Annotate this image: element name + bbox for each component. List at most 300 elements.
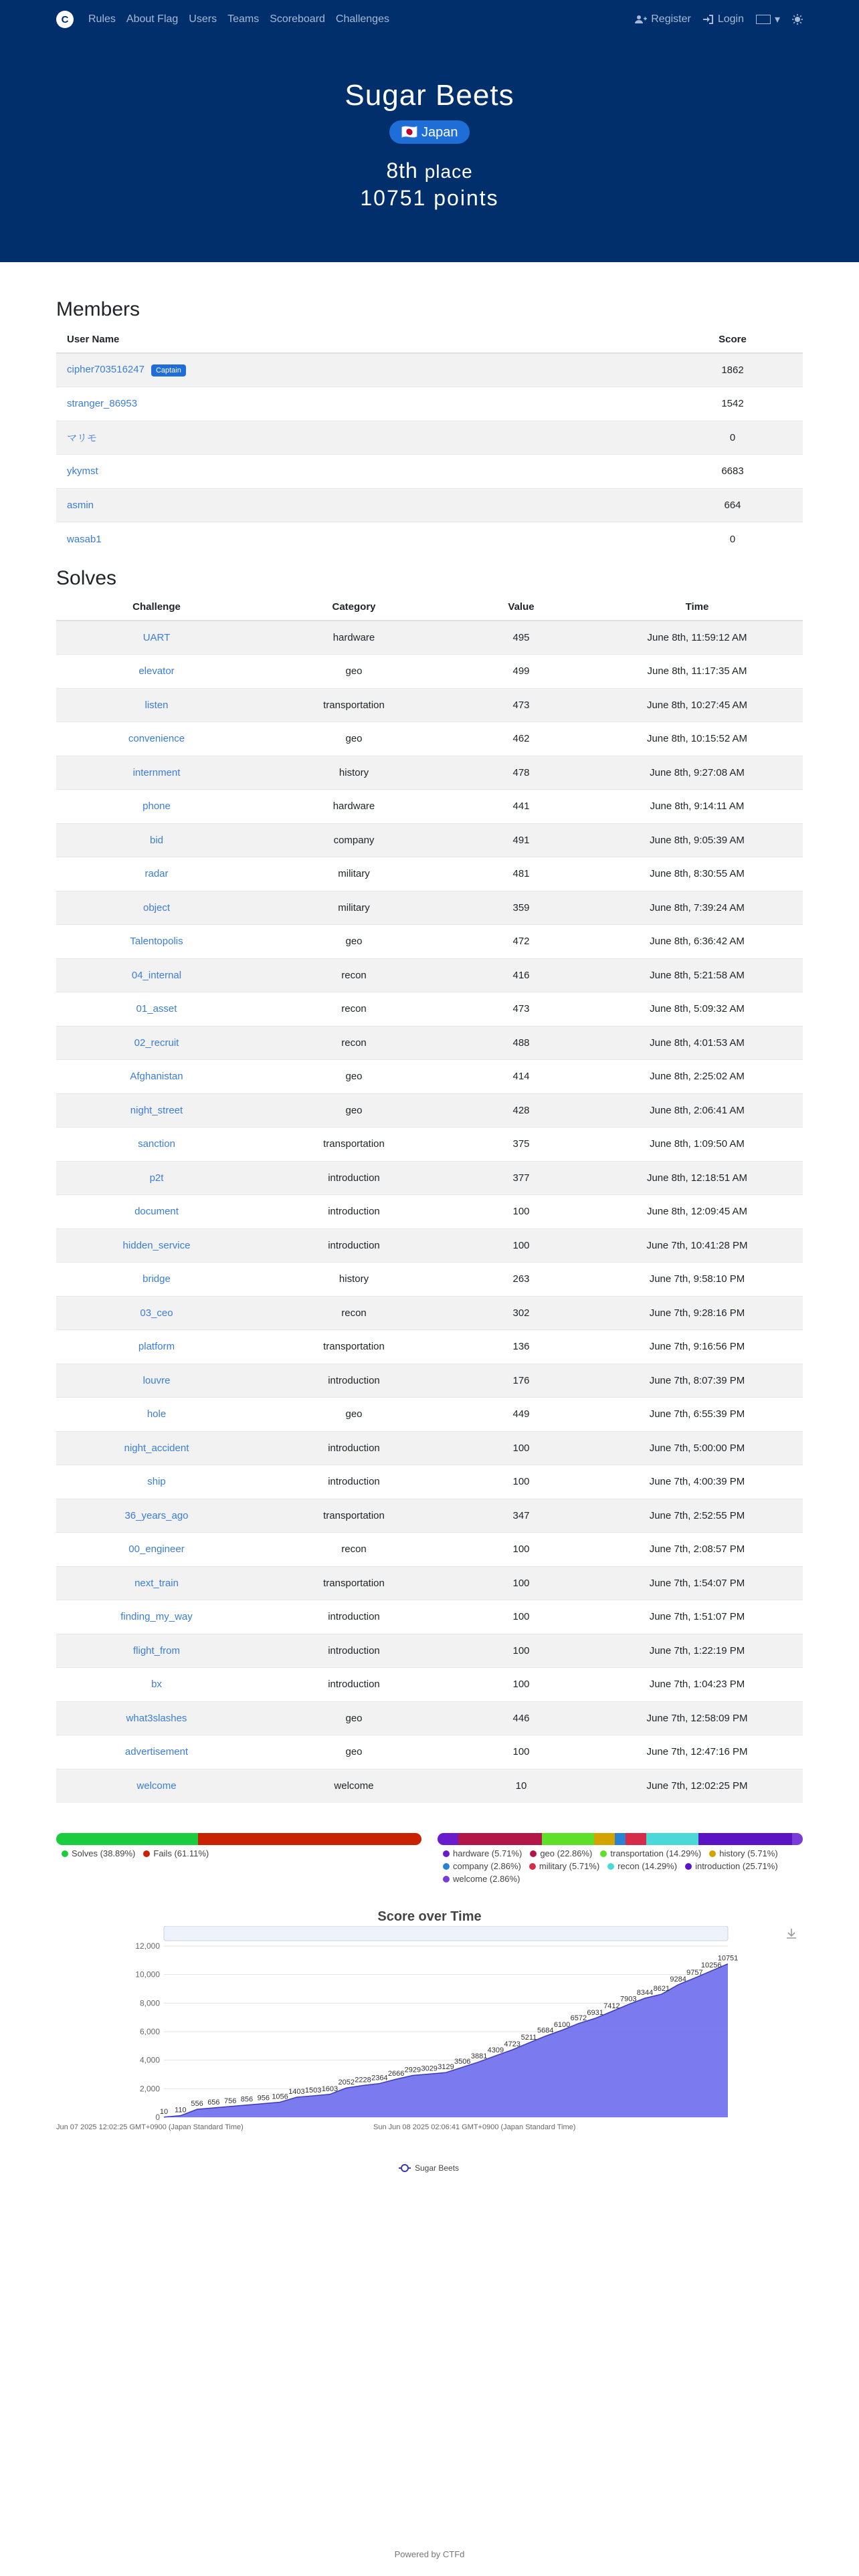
solve-challenge-link[interactable]: radar — [145, 868, 169, 880]
solve-row — [56, 756, 803, 790]
solve-cell — [257, 621, 451, 655]
solve-cell — [591, 1769, 803, 1803]
y-tick-label: 4,000 — [139, 2055, 160, 2065]
solve-cell — [56, 1296, 257, 1330]
solve-cell — [451, 1465, 591, 1499]
data-label: 8621 — [653, 1985, 670, 1994]
solve-cell — [451, 1263, 591, 1297]
solve-value: 488 — [512, 1037, 530, 1049]
members-header-username: User Name — [56, 326, 662, 353]
solve-cell — [56, 1465, 257, 1499]
solve-challenge-link[interactable]: bx — [151, 1679, 162, 1691]
member-score: 0 — [662, 522, 803, 556]
solve-challenge-link[interactable]: welcome — [136, 1780, 177, 1792]
solve-cell — [451, 1296, 591, 1330]
data-label: 1603 — [321, 2084, 339, 2093]
solve-cell — [257, 688, 451, 722]
solve-value: 441 — [512, 800, 530, 813]
solve-cell — [56, 655, 257, 689]
solve-category: transportation — [323, 699, 385, 711]
solve-cell — [56, 925, 257, 959]
solve-cell — [451, 1161, 591, 1195]
solve-row — [56, 1263, 803, 1297]
bar-segment — [542, 1833, 594, 1845]
nav-link-challenges[interactable]: Challenges — [335, 13, 389, 25]
country-badge: 🇯🇵 Japan — [389, 120, 470, 144]
legend-item[interactable] — [530, 1848, 592, 1858]
solve-challenge-link[interactable]: flight_from — [132, 1644, 181, 1656]
solve-category: hardware — [332, 800, 375, 813]
login-link[interactable] — [703, 13, 744, 25]
solve-time: June 7th, 2:08:57 PM — [649, 1543, 745, 1555]
solve-cell — [56, 1228, 257, 1263]
members-table-body — [56, 353, 803, 556]
language-icon — [756, 15, 771, 24]
solve-category: geo — [345, 1104, 363, 1116]
solve-category: introduction — [328, 1476, 380, 1488]
team-header — [0, 39, 859, 262]
members-section — [56, 298, 803, 556]
solve-challenge-link[interactable]: what3slashes — [126, 1712, 187, 1724]
solve-cell — [257, 1128, 451, 1162]
solve-cell — [257, 1364, 451, 1398]
solve-cell — [56, 1195, 257, 1229]
solve-cell — [591, 790, 803, 824]
solve-challenge-link[interactable]: 00_engineer — [128, 1543, 185, 1555]
data-label: 6931 — [587, 2009, 603, 2018]
solve-value: 414 — [512, 1071, 530, 1083]
team-name: Sugar Beets — [345, 79, 514, 112]
x-axis-label: Jun 07 2025 12:02:25 GMT+0900 (Japan Standard Time) — [56, 2123, 244, 2131]
solve-cell — [591, 1465, 803, 1499]
solve-value: 100 — [512, 1746, 530, 1758]
solve-category: transportation — [323, 1509, 385, 1521]
solve-challenge-link[interactable]: convenience — [128, 733, 185, 745]
nav-link-rules[interactable]: Rules — [88, 13, 116, 25]
solve-challenge-link[interactable]: sanction — [138, 1138, 175, 1150]
sign-in-icon — [703, 15, 714, 24]
solve-row — [56, 1465, 803, 1499]
solve-value: 428 — [512, 1104, 530, 1116]
solve-challenge-link[interactable]: night_accident — [124, 1442, 189, 1454]
solve-cell — [56, 1026, 257, 1060]
solve-category: geo — [345, 665, 363, 677]
solve-challenge-link[interactable]: internment — [132, 766, 181, 778]
data-label: 4309 — [487, 2046, 504, 2055]
solve-cell — [591, 925, 803, 959]
solve-value: 375 — [512, 1138, 530, 1150]
solve-cell — [257, 1330, 451, 1364]
solve-category: geo — [345, 733, 363, 745]
nav-link-scoreboard[interactable]: Scoreboard — [270, 13, 325, 25]
legend-item[interactable] — [443, 1874, 520, 1884]
solve-row — [56, 1431, 803, 1465]
bar-segment — [698, 1833, 792, 1845]
solve-cell — [591, 1263, 803, 1297]
solve-cell — [451, 621, 591, 655]
solve-cell — [257, 1735, 451, 1769]
solves-header-challenge: Challenge — [56, 594, 257, 621]
solve-category: hardware — [332, 632, 375, 643]
solve-cell — [591, 1161, 803, 1195]
navbar — [0, 0, 859, 39]
solve-cell — [56, 1364, 257, 1398]
legend-item[interactable] — [529, 1861, 599, 1871]
solve-challenge-link[interactable]: finding_my_way — [120, 1611, 193, 1623]
member-name-link[interactable]: wasab1 — [67, 533, 102, 545]
solve-challenge-link[interactable]: UART — [142, 632, 171, 643]
solve-cell — [56, 823, 257, 857]
solve-row — [56, 1566, 803, 1600]
solve-time: June 8th, 6:36:42 AM — [650, 936, 745, 948]
team-place — [0, 158, 859, 183]
member-name-link[interactable]: cipher703516247 — [67, 364, 145, 376]
solve-time: June 7th, 10:41:28 PM — [646, 1239, 748, 1251]
data-label: 2228 — [355, 2076, 371, 2084]
footer: Powered by CTFd — [394, 2549, 465, 2559]
solve-row — [56, 1701, 803, 1735]
solve-value: 359 — [512, 901, 530, 914]
solve-challenge-link[interactable]: Afghanistan — [130, 1071, 183, 1083]
data-label: 756 — [223, 2097, 237, 2105]
solve-value: 100 — [512, 1476, 530, 1488]
solve-value: 100 — [512, 1442, 530, 1454]
nav-link-teams[interactable]: Teams — [227, 13, 260, 25]
members-header-score: Score — [662, 326, 803, 353]
solve-time: June 8th, 5:09:32 AM — [650, 1003, 745, 1015]
member-row — [56, 353, 803, 387]
member-row — [56, 455, 803, 489]
data-label: 8344 — [636, 1988, 654, 1997]
solve-cell — [451, 1128, 591, 1162]
solve-time: June 7th, 4:00:39 PM — [649, 1476, 745, 1488]
solve-time: June 8th, 12:09:45 AM — [646, 1206, 748, 1218]
solve-category: military — [338, 901, 370, 914]
login-label: Login — [717, 13, 744, 25]
solve-challenge-link[interactable]: 04_internal — [131, 969, 182, 981]
solve-challenge-link[interactable]: louvre — [142, 1374, 171, 1386]
bar-segment — [646, 1833, 698, 1845]
legend-item[interactable] — [600, 1848, 701, 1858]
legend-label: company (2.86%) — [453, 1861, 521, 1871]
solve-challenge-link[interactable]: elevator — [138, 665, 175, 677]
solve-category: introduction — [328, 1679, 380, 1691]
solves-table — [56, 594, 803, 1803]
solve-challenge-link[interactable]: advertisement — [124, 1746, 189, 1758]
solve-cell — [257, 1566, 451, 1600]
data-label: 3129 — [438, 2063, 454, 2072]
solve-cell — [56, 1566, 257, 1600]
solve-value: 100 — [512, 1543, 530, 1555]
member-name-cell — [56, 387, 662, 421]
solve-cell — [257, 857, 451, 891]
solve-row — [56, 1364, 803, 1398]
legend-dot-icon — [62, 1850, 68, 1857]
category-breakdown-legend — [443, 1848, 804, 1884]
solve-cell — [56, 1431, 257, 1465]
solve-cell — [591, 1330, 803, 1364]
member-name-cell — [56, 421, 662, 455]
solve-category: recon — [341, 1003, 367, 1015]
register-link[interactable] — [635, 13, 691, 25]
data-label: 5684 — [537, 2026, 554, 2035]
legend-marker-icon[interactable] — [401, 2165, 408, 2171]
solve-time: June 8th, 10:27:45 AM — [646, 699, 748, 711]
solve-cell — [451, 1566, 591, 1600]
solve-challenge-link[interactable]: 36_years_ago — [124, 1509, 189, 1521]
solve-value: 100 — [512, 1577, 530, 1589]
solve-cell — [591, 1364, 803, 1398]
solve-cell — [451, 1668, 591, 1702]
solve-challenge-link[interactable]: next_train — [134, 1577, 179, 1589]
solve-time: June 8th, 10:15:52 AM — [646, 733, 748, 745]
place-number: 8th — [386, 158, 418, 183]
member-score: 0 — [662, 421, 803, 455]
solve-row — [56, 1634, 803, 1668]
solve-row — [56, 1296, 803, 1330]
chart-legend-label[interactable]: Sugar Beets — [415, 2163, 460, 2173]
solve-value: 473 — [512, 1003, 530, 1015]
solve-cell — [257, 1060, 451, 1094]
solve-cell — [591, 1735, 803, 1769]
solve-cell — [591, 621, 803, 655]
solve-challenge-link[interactable]: listen — [145, 699, 169, 711]
members-title: Members — [56, 298, 140, 320]
solve-challenge-link[interactable]: phone — [142, 800, 171, 813]
solve-time: June 8th, 2:25:02 AM — [650, 1071, 745, 1083]
solve-challenge-link[interactable]: object — [142, 901, 171, 914]
solve-time: June 8th, 11:17:35 AM — [647, 665, 747, 677]
solve-cell — [56, 891, 257, 925]
solve-cell — [56, 790, 257, 824]
solve-challenge-link[interactable]: ship — [147, 1476, 166, 1488]
member-name-cell — [56, 522, 662, 556]
solve-value: 100 — [512, 1679, 530, 1691]
member-row — [56, 522, 803, 556]
solve-cell — [591, 1600, 803, 1634]
solve-cell — [591, 1128, 803, 1162]
solve-cell — [591, 1634, 803, 1668]
nav-link-users[interactable]: Users — [189, 13, 217, 25]
solve-challenge-link[interactable]: hidden_service — [122, 1239, 191, 1251]
solve-cell — [451, 1701, 591, 1735]
solve-cell — [56, 1769, 257, 1803]
solve-cell — [56, 1398, 257, 1432]
solve-cell — [257, 1093, 451, 1128]
solve-cell — [257, 756, 451, 790]
solve-cell — [591, 1060, 803, 1094]
solve-row — [56, 958, 803, 992]
solve-cell — [56, 1600, 257, 1634]
solve-cell — [451, 891, 591, 925]
legend-dot-icon — [600, 1850, 607, 1857]
solve-cell — [257, 1634, 451, 1668]
data-label: 3506 — [454, 2058, 471, 2066]
data-label: 2364 — [371, 2074, 388, 2082]
solve-cell — [451, 925, 591, 959]
solve-challenge-link[interactable]: Talentopolis — [130, 936, 183, 948]
solve-time: June 8th, 12:18:51 AM — [646, 1172, 748, 1184]
data-label: 10 — [159, 2107, 169, 2116]
solve-cell — [257, 1600, 451, 1634]
solve-cell — [451, 1195, 591, 1229]
solve-cell — [451, 790, 591, 824]
legend-item[interactable] — [709, 1848, 777, 1858]
solve-cell — [591, 958, 803, 992]
solve-cell — [257, 790, 451, 824]
legend-item[interactable] — [143, 1848, 209, 1858]
solve-cell — [591, 655, 803, 689]
solve-category: introduction — [328, 1644, 380, 1656]
member-name-link[interactable]: asmin — [67, 499, 94, 511]
solve-category: company — [333, 834, 375, 846]
member-score: 1542 — [662, 387, 803, 421]
solve-cell — [56, 958, 257, 992]
solve-cell — [451, 992, 591, 1027]
solve-cell — [591, 992, 803, 1027]
member-name-link[interactable]: ykymst — [67, 465, 98, 477]
solve-cell — [257, 992, 451, 1027]
solve-challenge-link[interactable]: bid — [149, 834, 164, 846]
member-name-cell — [56, 353, 662, 387]
bar-segment — [458, 1833, 542, 1845]
legend-item[interactable] — [607, 1861, 677, 1871]
member-name-link[interactable]: stranger_86953 — [67, 398, 138, 410]
ctfd-logo[interactable]: C — [56, 11, 74, 28]
bar-segment — [56, 1833, 198, 1845]
solve-row — [56, 1668, 803, 1702]
solve-category: introduction — [328, 1374, 380, 1386]
solve-row — [56, 1161, 803, 1195]
member-name-link[interactable]: マリモ — [67, 432, 98, 444]
solve-cell — [451, 1398, 591, 1432]
solve-cell — [451, 688, 591, 722]
data-label: 856 — [240, 2095, 254, 2104]
download-icon[interactable] — [787, 1929, 796, 1938]
data-label: 556 — [191, 2100, 203, 2109]
solve-time: June 7th, 12:47:16 PM — [646, 1746, 748, 1758]
solve-fail-legend — [62, 1848, 423, 1858]
solve-value: 481 — [512, 868, 530, 880]
solve-time: June 8th, 9:05:39 AM — [650, 834, 745, 846]
solve-category: introduction — [328, 1442, 380, 1454]
solve-challenge-link[interactable]: document — [134, 1206, 179, 1218]
solve-cell — [591, 1228, 803, 1263]
solve-cell — [257, 1668, 451, 1702]
solve-challenge-link[interactable]: 01_asset — [136, 1003, 177, 1015]
data-label: 3029 — [421, 2064, 438, 2073]
bar-segment — [615, 1833, 626, 1845]
solve-challenge-link[interactable]: 03_ceo — [140, 1307, 173, 1319]
solve-value: 100 — [512, 1644, 530, 1656]
y-tick-label: 6,000 — [139, 2027, 160, 2036]
solve-cell — [591, 1093, 803, 1128]
solve-value: 446 — [512, 1712, 530, 1724]
data-label: 6572 — [570, 2014, 587, 2022]
zoom-slider[interactable] — [164, 1926, 728, 1941]
solve-challenge-link[interactable]: bridge — [142, 1273, 171, 1285]
solve-time: June 7th, 1:51:07 PM — [649, 1611, 745, 1623]
data-label: 7412 — [603, 2002, 620, 2010]
legend-item[interactable] — [62, 1848, 135, 1858]
legend-item[interactable] — [443, 1861, 521, 1871]
legend-item[interactable] — [443, 1848, 522, 1858]
data-label: 4723 — [504, 2040, 520, 2049]
legend-dot-icon — [607, 1863, 614, 1870]
solve-value: 100 — [512, 1239, 530, 1251]
solve-challenge-link[interactable]: 02_recruit — [134, 1037, 179, 1049]
solve-time: June 7th, 12:58:09 PM — [646, 1712, 748, 1724]
solve-value: 10 — [515, 1780, 527, 1792]
solve-cell — [56, 1161, 257, 1195]
solve-cell — [591, 1296, 803, 1330]
solve-cell — [257, 1431, 451, 1465]
nav-link-about-flag[interactable]: About Flag — [126, 13, 179, 25]
solve-cell — [451, 1228, 591, 1263]
data-label: 1503 — [304, 2086, 322, 2095]
solve-category: history — [339, 1273, 369, 1285]
user-plus-icon — [635, 15, 647, 24]
solve-value: 478 — [512, 766, 530, 778]
place-word: place — [424, 161, 473, 182]
legend-label: Solves (38.89%) — [72, 1848, 136, 1858]
solve-time: June 8th, 5:21:58 AM — [650, 969, 745, 981]
solve-row — [56, 1026, 803, 1060]
solve-cell — [451, 1499, 591, 1533]
solve-cell — [56, 1634, 257, 1668]
data-label: 3881 — [470, 2052, 488, 2061]
theme-toggle[interactable] — [792, 14, 803, 25]
solve-time: June 7th, 8:07:39 PM — [649, 1374, 745, 1386]
solve-cell — [56, 1668, 257, 1702]
member-row — [56, 387, 803, 421]
language-dropdown[interactable]: ▾ — [756, 13, 780, 26]
solve-cell — [257, 722, 451, 756]
data-label: 956 — [257, 2094, 270, 2103]
solve-time: June 7th, 5:00:00 PM — [649, 1442, 745, 1454]
solve-value: 473 — [512, 699, 530, 711]
data-label: 9757 — [686, 1968, 703, 1977]
solve-cell — [257, 655, 451, 689]
solve-value: 462 — [512, 733, 530, 745]
solve-cell — [451, 1634, 591, 1668]
solve-row — [56, 790, 803, 824]
solve-row — [56, 1128, 803, 1162]
solve-cell — [56, 992, 257, 1027]
solve-challenge-link[interactable]: platform — [138, 1341, 175, 1353]
solve-value: 302 — [512, 1307, 530, 1319]
solve-category: geo — [345, 936, 363, 948]
solve-cell — [257, 1398, 451, 1432]
solve-cell — [257, 1263, 451, 1297]
solve-cell — [591, 1701, 803, 1735]
legend-label: hardware (5.71%) — [453, 1848, 522, 1858]
member-score: 6683 — [662, 455, 803, 489]
solve-row — [56, 1735, 803, 1769]
solve-challenge-link[interactable]: hole — [147, 1408, 167, 1420]
solve-challenge-link[interactable]: p2t — [149, 1172, 164, 1184]
solve-category: geo — [345, 1408, 363, 1420]
solve-challenge-link[interactable]: night_street — [130, 1104, 183, 1116]
solve-row — [56, 857, 803, 891]
y-tick-label: 0 — [155, 2113, 160, 2122]
solve-cell — [591, 891, 803, 925]
solve-cell — [56, 756, 257, 790]
solve-cell — [56, 1093, 257, 1128]
solves-table-body — [56, 621, 803, 1803]
solve-cell — [591, 1499, 803, 1533]
legend-item[interactable] — [685, 1861, 778, 1871]
